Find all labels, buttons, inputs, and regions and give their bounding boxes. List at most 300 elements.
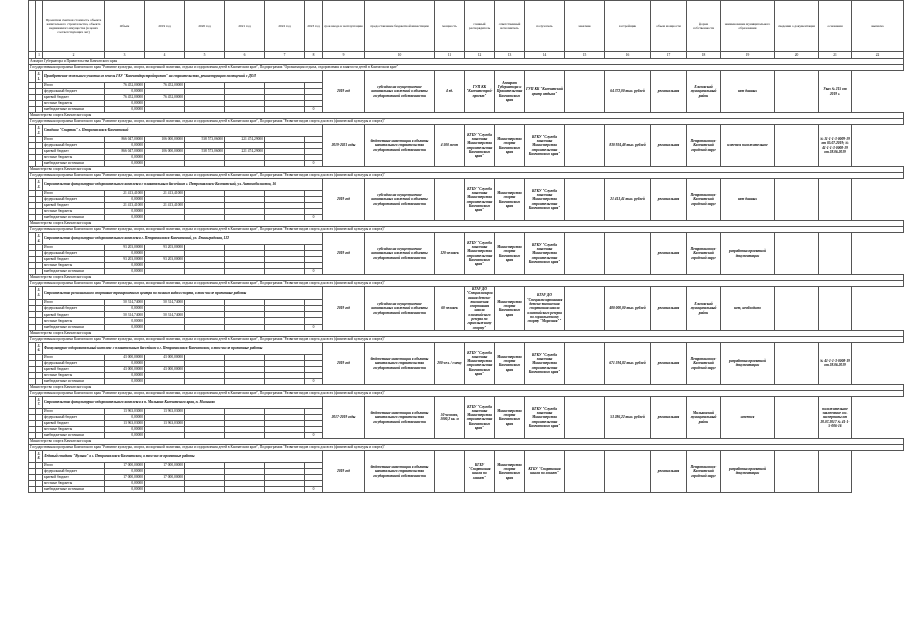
finance-source-label: местные бюджеты <box>43 480 105 486</box>
column-number-cell: 17 <box>651 52 687 59</box>
osn-cell <box>775 71 819 113</box>
section-label: Министерство спорта Камчатского края <box>29 275 904 281</box>
row-gap <box>29 342 36 354</box>
year-2020-value <box>185 486 225 492</box>
year-2019-value: 76 452,00000 <box>145 83 185 89</box>
power-cell <box>435 179 465 221</box>
finance-source-label: Итого <box>43 245 105 251</box>
vol-power-cell: 64 372,00 тыс. рублей <box>605 71 651 113</box>
zak-cell <box>565 396 605 438</box>
finance-source-label: федеральный бюджет <box>43 305 105 311</box>
gr-cell: КГБУ "Служба заказчика Министерства строительства Камчатского края" <box>465 342 495 384</box>
object-title-row <box>29 342 904 354</box>
header-cell: мощность <box>435 1 465 52</box>
year-2019-value: 43 000,00000 <box>145 366 185 372</box>
column-number-cell: 4 <box>145 52 185 59</box>
power-cell: 60 человек <box>435 287 465 331</box>
finance-source-label: Итого <box>43 191 105 197</box>
volume-value: 0,00000 <box>105 155 145 161</box>
volume-value: 866 047,00000 <box>105 149 145 155</box>
volume-value: 0,00000 <box>105 414 145 420</box>
osn-cell <box>775 233 819 275</box>
column-number-cell: 7 <box>265 52 305 59</box>
pol-cell: ГУП КК "Камчатский центр отдыха" <box>525 71 565 113</box>
object-title: Приобретение земельного участка из земель ГАУ "Камчатдорстройпроект" на строительство, реконструкцию помещений с ДОЛ <box>43 71 323 83</box>
header-cell: 2023 год <box>305 1 323 52</box>
header-cell: главный распорядитель <box>465 1 495 52</box>
document-sheet <box>28 0 883 600</box>
year-2019-value: 106 000,00000 <box>145 137 185 143</box>
period-cell: 2019-2021 годы <box>323 125 365 167</box>
otv-cell: Министерство спорта Камчатского края <box>495 125 525 167</box>
otv-cell: Аппарат Губернатора и Правительства Камчатского края <box>495 71 525 113</box>
section-label: Министерство спорта Камчатского края <box>29 221 904 227</box>
year-2019-value: 21 413,41000 <box>145 191 185 197</box>
column-number-cell: 21 <box>819 52 852 59</box>
zak-cell <box>565 233 605 275</box>
header-cell: наименование муниципального образования <box>721 1 775 52</box>
finance-source-label: федеральный бюджет <box>43 143 105 149</box>
object-title-row <box>29 396 904 408</box>
finance-source-label: местные бюджеты <box>43 101 105 107</box>
header-cell: заказчик <box>565 1 605 52</box>
volume-value: 0,00000 <box>105 432 145 438</box>
vol-power-cell: 671 594,82 тыс. рублей <box>605 342 651 384</box>
vol-power-cell <box>605 233 651 275</box>
vyp-cell <box>819 450 852 492</box>
object-title: Физкультурно-оздоровительный комплекс с плавательным бассейном в г. Петропавловск-Камчатском, в том числе проектные работы <box>43 342 323 354</box>
header-cell: 2019 год <box>145 1 185 52</box>
period-cell: 2017-2019 годы <box>323 396 365 438</box>
finance-source-label: местные бюджеты <box>43 426 105 432</box>
year-2023-value: 0 <box>305 215 323 221</box>
row-gap <box>29 396 36 408</box>
section-label: Министерство спорта Камчатского края <box>29 384 904 390</box>
invest-cell: бюджетные инвестиции в объекты капитального строительства государственной собственности <box>365 396 435 438</box>
object-title-row <box>29 179 904 191</box>
object-title: Строительство физкультурно-оздоровительного комплекса г. Петропавловск-Камчатский, ул. Ленинградская, 122 <box>43 233 323 245</box>
finance-source-label: местные бюджеты <box>43 318 105 324</box>
otv-cell: Министерство спорта Камчатского края <box>495 287 525 331</box>
power-cell: 4 500 мест <box>435 125 465 167</box>
invest-cell: субсидии на осуществление капитальных вложений в объекты государственной собственности <box>365 179 435 221</box>
form-cell: региональная <box>651 71 687 113</box>
otv-cell: Министерство спорта Камчатского края <box>495 450 525 492</box>
mo-cell: Елизовский муниципальный район <box>687 71 721 113</box>
object-title: Стадион "Спартак" г. Петропавловск-Камчатский <box>43 125 323 137</box>
program-label: Государственная программа Камчатского края "Развитие культуры, спорта, молодежной политики, отдыха и оздоровления детей в Камчатском крае", Подпрограмма "Развитие видов спорта для всех (физической культуры и спорта)" <box>29 444 904 450</box>
volume-value: 93 203,00000 <box>105 245 145 251</box>
gr-cell: КГБУ "Служба заказчика Министерства строительства Камчатского края" <box>465 125 495 167</box>
finance-source-label: внебюджетные источники <box>43 269 105 275</box>
finance-source-label: федеральный бюджет <box>43 414 105 420</box>
year-2019-value: 76 452,00000 <box>145 95 185 101</box>
osn-cell <box>775 342 819 384</box>
program-label: Государственная программа Камчатского края "Развитие культуры, спорта, молодежной политики, отдыха и оздоровления детей в Камчатском крае", Подпрограмма "Развитие видов спорта для всех (физической культуры и спорта)" <box>29 173 904 179</box>
volume-value: 13 963,03000 <box>105 420 145 426</box>
year-2021-value: 221 474,29000 <box>225 137 265 143</box>
finance-source-label: краевой бюджет <box>43 149 105 155</box>
volume-value: 0,00000 <box>105 324 145 330</box>
finance-source-label: внебюджетные источники <box>43 161 105 167</box>
object-title-row <box>29 450 904 462</box>
finance-source-label: краевой бюджет <box>43 420 105 426</box>
year-2019-value: 93 203,00000 <box>145 245 185 251</box>
finance-source-label: внебюджетные источники <box>43 432 105 438</box>
finance-source-label: местные бюджеты <box>43 155 105 161</box>
volume-value: 0,00000 <box>105 215 145 221</box>
column-number-cell: 5 <box>185 52 225 59</box>
vol-power-cell: 53 286,22 тыс. рублей <box>605 396 651 438</box>
header-cell: застройщик <box>605 1 651 52</box>
object-number: 5.2. <box>36 125 43 137</box>
finance-source-label: федеральный бюджет <box>43 89 105 95</box>
column-number-cell: 3 <box>105 52 145 59</box>
power-cell: 200 чел. / смену <box>435 342 465 384</box>
period-cell: 2019 год <box>323 342 365 384</box>
vyp-cell: № 11-1-1-3-0009-19 от 05.07.2019; № 41-1-1-3-0008-19 от 28.06.2019 <box>819 125 852 167</box>
object-number: 5.7. <box>36 396 43 408</box>
volume-value: 50 314,74000 <box>105 312 145 318</box>
finance-source-label: краевой бюджет <box>43 203 105 209</box>
period-cell: 2019 год <box>323 71 365 113</box>
object-number: 5.4. <box>36 233 43 245</box>
object-title: Строительство регионального спортивно-тренировочного центра по зимним видам спорта, в том числе проектные работы <box>43 287 323 300</box>
osn-cell <box>775 396 819 438</box>
finance-source-label: краевой бюджет <box>43 474 105 480</box>
row-gap <box>29 125 36 137</box>
column-number-cell: 10 <box>365 52 435 59</box>
vol-power-cell: 830 924,48 тыс. рублей <box>605 125 651 167</box>
volume-value: 0,00000 <box>105 251 145 257</box>
zak-cell <box>565 179 605 221</box>
section-label: Министерство спорта Камчатского края <box>29 167 904 173</box>
volume-value: 17 000,00000 <box>105 474 145 480</box>
volume-value: 0,00000 <box>105 143 145 149</box>
finance-source-label: местные бюджеты <box>43 209 105 215</box>
vyp-cell <box>819 179 852 221</box>
section-label: Министерство спорта Камчатского края <box>29 438 904 444</box>
volume-value: 0,00000 <box>105 305 145 311</box>
column-number-cell: 6 <box>225 52 265 59</box>
volume-value: 0,00000 <box>105 209 145 215</box>
doc-cell: имеется <box>721 396 775 438</box>
osn-cell <box>775 450 819 492</box>
year-2019-value: 50 314,74000 <box>145 312 185 318</box>
finance-source-label: федеральный бюджет <box>43 360 105 366</box>
object-number: 5.1. <box>36 71 43 83</box>
column-number-cell: 2 <box>43 52 105 59</box>
object-title-row <box>29 287 904 300</box>
otv-cell: Министерство спорта Камчатского края <box>495 396 525 438</box>
section-label: Министерство спорта Камчатского края <box>29 330 904 336</box>
year-2023-value: 0 <box>305 107 323 113</box>
finance-source-label: краевой бюджет <box>43 312 105 318</box>
zak-cell <box>565 450 605 492</box>
header-cell-blank <box>36 1 43 52</box>
row-gap <box>29 71 36 83</box>
osn-cell <box>775 125 819 167</box>
year-2019-value: 17 000,00000 <box>145 474 185 480</box>
section-label: Министерство спорта Камчатского края <box>29 113 904 119</box>
object-title-row <box>29 71 904 83</box>
object-title: Строительство физкультурно-оздоровительного комплекса с плавательным бассейном г. Петропавловск-Камчатский, ул. Автомобилистов, 16 <box>43 179 323 191</box>
gr-cell: КГБУ "Служба заказчика Министерства строительства Камчатского края" <box>465 233 495 275</box>
object-title: Строительство физкультурно-оздоровительного комплекса в п. Мильково Камчатского края, п. Мильково <box>43 396 323 408</box>
program-label: Государственная программа Камчатского края "Развитие культуры, спорта, молодежной политики, отдыха и оздоровления детей в Камчатском крае", Подпрограмма "Развитие видов спорта для всех (физической культуры и спорта)" <box>29 119 904 125</box>
section-label: Аппарат Губернатора и Правительства Камчатского края <box>29 59 904 65</box>
header-cell: Объем <box>105 1 145 52</box>
header-cell: срок ввода в эксплуатацию <box>323 1 365 52</box>
finance-source-label: внебюджетные источники <box>43 215 105 221</box>
program-label: Государственная программа Камчатского края "Развитие культуры, спорта, молодежной политики, отдыха и оздоровления детей в Камчатском крае", Подпрограмма "Развитие видов спорта для всех (физической культуры и спорта)" <box>29 390 904 396</box>
column-number-cell: 11 <box>435 52 465 59</box>
pol-cell: КГКУ "Служба заказчика Министерства строительства Камчатского края" <box>525 233 565 275</box>
gr-cell: ГУП КК "Камчатстрой-проект" <box>465 71 495 113</box>
row-gap <box>29 486 36 492</box>
volume-value: 0,00000 <box>105 107 145 113</box>
mo-cell: Петропавловск-Камчатский городской округ <box>687 179 721 221</box>
vol-power-cell: 480 000,00 тыс. рублей <box>605 287 651 331</box>
invest-cell: субсидии на осуществление капитальных вложений в объекты государственной собственности <box>365 71 435 113</box>
investment-table <box>28 0 904 493</box>
column-number-cell: 8 <box>305 52 323 59</box>
volume-value: 93 203,00000 <box>105 257 145 263</box>
program-label: Государственная программа Камчатского края "Развитие культуры, спорта, молодежной политики, отдыха и оздоровления детей в Камчатском крае", Подпрограмма "Организация отдыха, оздоровления и занятости детей в Камчатском крае" <box>29 65 904 71</box>
finance-source-label: Итого <box>43 299 105 305</box>
pol-cell: КГКУ "Служба заказчика Министерства строительства Камчатского края" <box>525 342 565 384</box>
row-gap <box>29 287 36 300</box>
volume-value: 0,00000 <box>105 318 145 324</box>
vol-power-cell: 21 413,41 тыс. рублей <box>605 179 651 221</box>
year-2019-value <box>145 486 185 492</box>
volume-value: 43 000,00000 <box>105 354 145 360</box>
year-2019-value: 106 000,00000 <box>145 149 185 155</box>
vyp-cell: положительное заключение гос. экспертизы от 20.07.2017 № 41-1-5-006-16 <box>819 396 852 438</box>
invest-cell: субсидии на осуществление капитальных вложений в объекты государственной собственности <box>365 287 435 331</box>
object-number: 5.5. <box>36 287 43 300</box>
header-cell: сведения о документации <box>775 1 819 52</box>
invest-cell: бюджетные инвестиции в объекты капитального строительства государственной собственности <box>365 450 435 492</box>
volume-value: 43 000,00000 <box>105 366 145 372</box>
table-header <box>29 1 904 59</box>
object-title: Ледовый стадион "Вулкан" в г. Петропавловск-Камчатском, в том числе проектные работы <box>43 450 323 462</box>
volume-value: 76 452,00000 <box>105 83 145 89</box>
volume-value: 0,00000 <box>105 360 145 366</box>
header-cell-blank <box>29 1 36 52</box>
header-cell: форма собственности <box>687 1 721 52</box>
finance-source-label: федеральный бюджет <box>43 251 105 257</box>
year-2023-value: 0 <box>305 432 323 438</box>
finance-source-label: краевой бюджет <box>43 257 105 263</box>
gr-cell: КГАУ ДО "Специализированная детско-юношеская спортивная школа олимпийского резерва по горнолыжному спорту" <box>466 287 493 330</box>
osn-cell <box>775 179 819 221</box>
year-2020-value: 538 573,06000 <box>185 149 225 155</box>
finance-source-label: Итого <box>43 83 105 89</box>
program-label: Государственная программа Камчатского края "Развитие культуры, спорта, молодежной политики, отдыха и оздоровления детей в Камчатском крае", Подпрограмма "Развитие видов спорта для всех (физической культуры и спорта)" <box>29 281 904 287</box>
year-2023-value: 0 <box>305 378 323 384</box>
finance-source-label: Итого <box>43 137 105 143</box>
invest-cell: бюджетные инвестиции в объекты капитального строительства государственной собственности <box>365 342 435 384</box>
volume-value: 0,00000 <box>105 426 145 432</box>
osn-cell <box>775 287 819 331</box>
column-number-cell: 12 <box>465 52 495 59</box>
volume-value: 0,00000 <box>105 468 145 474</box>
row-gap <box>29 179 36 191</box>
doc-cell: разработка проектной документации <box>721 450 775 492</box>
power-cell: 50 человек, 1000,2 кв. м <box>435 396 465 438</box>
volume-value: 17 000,00000 <box>105 462 145 468</box>
object-number: 5.8. <box>36 450 43 462</box>
form-cell: региональная <box>651 450 687 492</box>
year-2019-value: 17 000,00000 <box>145 462 185 468</box>
power-cell: 120 человек <box>435 233 465 275</box>
vyp-cell: Указ № 215 от 2019 г. <box>819 71 852 113</box>
otv-cell: Министерство спорта Камчатского края <box>495 179 525 221</box>
mo-cell: Елизовский муниципальный район <box>687 287 721 331</box>
mo-cell: Петропавловск-Камчатский городской округ <box>687 450 721 492</box>
column-number-cell: 15 <box>565 52 605 59</box>
year-2022-value <box>265 486 305 492</box>
pol-cell: КГКУ "Служба заказчика Министерства строительства Камчатского края" <box>525 396 565 438</box>
volume-value: 0,00000 <box>105 378 145 384</box>
otv-cell: Министерство спорта Камчатского края <box>495 233 525 275</box>
doc-cell: разработка проектной документации <box>721 342 775 384</box>
finance-source-label: местные бюджеты <box>43 263 105 269</box>
column-number-cell: 22 <box>852 52 904 59</box>
finance-source-label: внебюджетные источники <box>43 486 105 492</box>
form-cell: региональная <box>651 125 687 167</box>
zak-cell <box>565 71 605 113</box>
year-2023-value: 0 <box>305 324 323 330</box>
header-cell: выписка <box>852 1 904 52</box>
year-2019-value: 21 413,41000 <box>145 203 185 209</box>
finance-source-label: федеральный бюджет <box>43 197 105 203</box>
vol-power-cell <box>605 450 651 492</box>
year-2019-value: 13 963,03000 <box>145 420 185 426</box>
program-label: Государственная программа Камчатского края "Развитие культуры, спорта, молодежной политики, отдыха и оздоровления детей в Камчатском крае", Подпрограмма "Развитие видов спорта для всех (физической культуры и спорта)" <box>29 227 904 233</box>
zak-cell <box>565 287 605 331</box>
finance-source-label: краевой бюджет <box>43 95 105 101</box>
object-title-row <box>29 125 904 137</box>
pol-cell: КГКУ "Служба заказчика Министерства строительства Камчатского края" <box>525 179 565 221</box>
header-cell: Проектная сметная стоимость объекта капитального строительства, объекта недвижимого имущества (в ценах соответствующих лет) <box>43 1 105 52</box>
vyp-cell: № 41-1-1-3-0008-19 от 28.06.2019 <box>819 342 852 384</box>
finance-source-label: местные бюджеты <box>43 372 105 378</box>
year-2021-value <box>225 486 265 492</box>
row-gap <box>29 233 36 245</box>
column-number-cell: 13 <box>495 52 525 59</box>
zak-cell <box>565 125 605 167</box>
header-cell: объем мощности <box>651 1 687 52</box>
column-number-cell: 14 <box>525 52 565 59</box>
column-number-cell: 1 <box>36 52 43 59</box>
year-2021-value: 221 474,29000 <box>225 149 265 155</box>
year-2020-value: 538 573,06000 <box>185 137 225 143</box>
header-cell: 2022 год <box>265 1 305 52</box>
finance-source-label: Итого <box>43 408 105 414</box>
pol-cell: КГБУ "Спортивная школа по хоккею" <box>525 450 565 492</box>
volume-value: 21 413,41000 <box>105 191 145 197</box>
pol-cell: КГКУ "Служба заказчика Министерства строительства Камчатского края" <box>525 125 565 167</box>
vyp-cell <box>819 233 852 275</box>
gr-cell: КГБУ "Служба заказчика Министерства строительства Камчатского края" <box>465 179 495 221</box>
column-number-cell: 19 <box>721 52 775 59</box>
column-number-cell: 16 <box>605 52 651 59</box>
object-title-row <box>29 233 904 245</box>
finance-source-label: Итого <box>43 462 105 468</box>
program-label: Государственная программа Камчатского края "Развитие культуры, спорта, молодежной политики, отдыха и оздоровления детей в Камчатском крае", Подпрограмма "Развитие видов спорта для всех (физической культуры и спорта)" <box>29 336 904 342</box>
finance-source-label: внебюджетные источники <box>43 324 105 330</box>
volume-value: 0,00000 <box>105 486 145 492</box>
finance-source-label: Итого <box>43 354 105 360</box>
year-2019-value: 13 963,03000 <box>145 408 185 414</box>
object-number: 5.3. <box>36 179 43 191</box>
power-cell: 4 ед. <box>435 71 465 113</box>
form-cell: региональная <box>651 396 687 438</box>
doc-cell: нет, необходимо <box>721 287 775 331</box>
form-cell: региональная <box>651 342 687 384</box>
volume-value: 0,00000 <box>105 161 145 167</box>
finance-source-label: федеральный бюджет <box>43 468 105 474</box>
header-cell: 2021 год <box>225 1 265 52</box>
column-number-cell: 18 <box>687 52 721 59</box>
period-cell: 2019 год <box>323 179 365 221</box>
finance-source-label: внебюджетные источники <box>43 378 105 384</box>
doc-cell: разработка проектной документации <box>721 233 775 275</box>
mo-cell: Петропавловск-Камчатский городской округ <box>687 233 721 275</box>
year-2023-value: 0 <box>305 269 323 275</box>
volume-value: 0,00000 <box>105 269 145 275</box>
form-cell: региональная <box>651 179 687 221</box>
otv-cell: Министерство спорта Камчатского края <box>495 342 525 384</box>
volume-value: 0,00000 <box>105 480 145 486</box>
year-2023-value: 0 <box>305 486 323 492</box>
header-cell: основания <box>819 1 852 52</box>
row-gap <box>36 486 43 492</box>
doc-cell: имеется положительное <box>721 125 775 167</box>
volume-value: 0,00000 <box>105 101 145 107</box>
row-gap <box>29 450 36 462</box>
year-2019-value: 93 203,00000 <box>145 257 185 263</box>
mo-cell: Петропавловск-Камчатский городской округ <box>687 125 721 167</box>
year-2019-value: 50 314,74000 <box>145 299 185 305</box>
volume-value: 21 413,41000 <box>105 203 145 209</box>
doc-cell: нет данных <box>721 71 775 113</box>
column-number-cell: 20 <box>775 52 819 59</box>
zak-cell <box>565 342 605 384</box>
column-number-cell: 9 <box>323 52 365 59</box>
volume-value: 0,00000 <box>105 372 145 378</box>
header-cell: 2020 год <box>185 1 225 52</box>
mo-cell: Петропавловск-Камчатский городской округ <box>687 342 721 384</box>
period-cell: 2019 год <box>323 287 365 331</box>
volume-value: 76 452,00000 <box>105 95 145 101</box>
vyp-cell <box>819 287 852 331</box>
finance-source-label: внебюджетные источники <box>43 107 105 113</box>
volume-value: 866 047,00000 <box>105 137 145 143</box>
period-cell: 2019 год <box>323 233 365 275</box>
object-number: 5.6. <box>36 342 43 354</box>
power-cell <box>435 450 465 492</box>
volume-value: 0,00000 <box>105 197 145 203</box>
volume-value: 50 314,74000 <box>105 299 145 305</box>
finance-source-label: краевой бюджет <box>43 366 105 372</box>
volume-value: 13 963,03000 <box>105 408 145 414</box>
volume-value: 0,00000 <box>105 263 145 269</box>
gr-cell: КГБУ "Спортивная школа по хоккею" <box>465 450 495 492</box>
header-cell: получатель <box>525 1 565 52</box>
